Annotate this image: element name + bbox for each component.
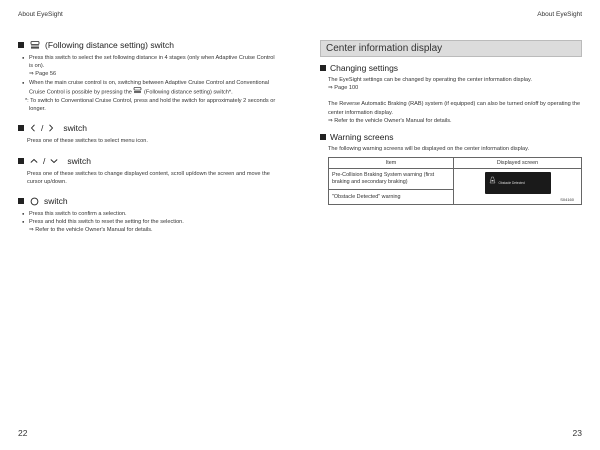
chevron-down-icon [50,158,58,164]
table-cell [454,169,582,205]
section-title: switch [67,155,91,166]
list-item-text: Press this switch to select the set following distance in 4 stages (only when Adaptive Cruise Control is on). [29,55,275,70]
chevron-right-icon [48,124,54,132]
subsection-title: Changing settings [330,63,399,73]
warning-screen-image [485,172,551,194]
separator: / [43,155,46,166]
bullet-list [18,210,280,235]
paragraph: Press one of these switches to change displayed content, scroll up/down the screen and move the cursor up/down. [27,170,270,185]
square-bullet-icon [18,158,24,164]
subsection-title: Warning screens [330,132,394,143]
following-distance-icon [133,87,142,97]
paragraph: The Reverse Automatic Braking (RAB) system (if equipped) can also be turned on/off by operating the center information display. [328,101,581,116]
section-heading [18,196,280,206]
page-reference: ⇒ Page 100 [328,85,359,92]
circle-button-icon [30,197,39,206]
header-right: About EyeSight [537,11,582,18]
right-column [320,40,582,205]
list-item-text: When the main cruise control is on, switching between Adaptive Cruise Control and Conventional Cruise Control is possible by pressing the [29,79,270,96]
section-up-down-switch [18,156,280,186]
square-bullet-icon [18,198,24,204]
page-reference: ⇒ Refer to the vehicle Owner's Manual for details. [328,117,452,124]
section-title: (Following distance setting) switch [45,40,174,50]
page-reference: ⇒ Page 56 [29,71,57,78]
paragraph: Press one of these switches to select menu icon. [27,138,148,145]
section-heading [18,123,280,133]
section-heading [18,156,280,166]
car-warning-icon [488,176,497,187]
warning-screen-text: Obstacle Detected [498,181,525,186]
paragraph: The following warning screens will be displayed on the center information display. [328,146,530,153]
square-bullet-icon [320,134,326,140]
subsection-heading [320,132,582,142]
chevron-up-icon [30,158,38,164]
list-item-text: Press and hold this switch to reset the setting for the selection. [29,219,184,226]
square-bullet-icon [18,42,24,48]
column-header: Item [329,158,454,169]
section-heading [18,40,280,50]
figure-code: S04160 [560,197,574,203]
list-item [29,79,280,97]
square-bullet-icon [18,125,24,131]
section-following-distance [18,40,280,113]
column-header: Displayed screen [454,158,582,169]
list-item [29,54,280,79]
footnote: *: To switch to Conventional Cruise Control, press and hold the switch for approximately 2 seconds or longer. [25,98,276,113]
page-title: Center information display [320,40,582,57]
bullet-list [18,54,280,97]
page-number-left: 22 [18,428,28,438]
subsection-heading [320,63,582,73]
section-title: switch [44,196,68,207]
square-bullet-icon [320,65,326,71]
table-row [329,169,582,190]
table-cell: "Obstacle Detected" warning [329,190,454,205]
section-enter-switch [18,196,280,235]
left-column [18,40,280,245]
header-left: About EyeSight [18,11,63,18]
page-number-right: 23 [572,428,582,438]
page-reference: ⇒ Refer to the vehicle Owner's Manual for details. [29,227,153,234]
list-item-text: (Following distance setting) switch*. [144,89,233,96]
separator: / [41,123,44,134]
table-cell: Pre-Collision Braking System warning (first braking and secondary braking) [329,169,454,190]
section-left-right-switch [18,123,280,145]
table-header-row [329,158,582,169]
list-item: ● Press this switch to confirm a selection. [29,210,280,218]
warning-table [328,157,582,205]
paragraph: The EyeSight settings can be changed by operating the center information display. [328,77,532,83]
list-item [29,218,280,234]
section-title: switch [63,123,87,134]
following-distance-icon [30,41,40,49]
chevron-left-icon [30,124,36,132]
